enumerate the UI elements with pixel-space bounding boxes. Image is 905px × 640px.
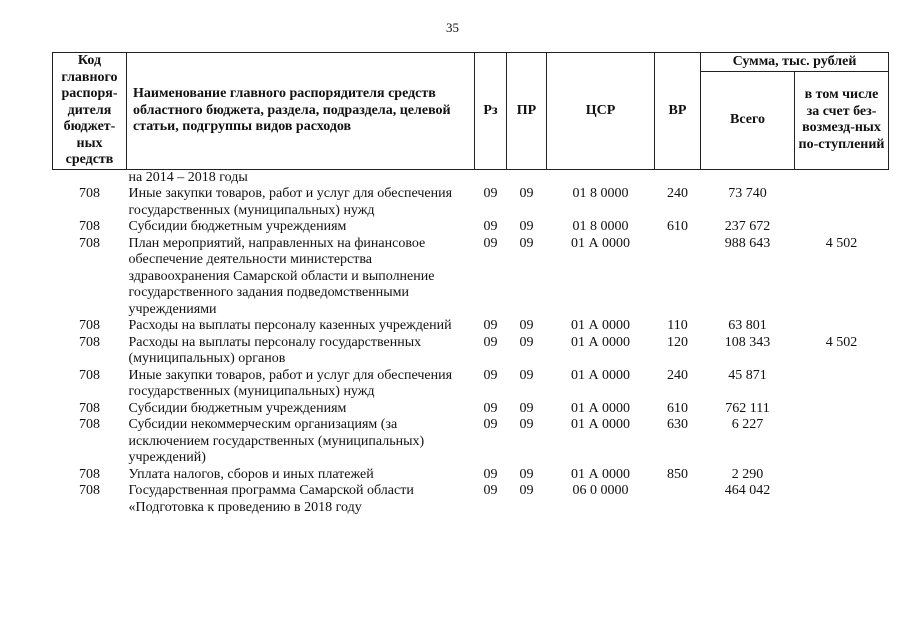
cell-gratis: 4 502 <box>825 334 858 350</box>
cell-pr: 09 <box>519 219 534 234</box>
cell-csr: 01 А 0000 <box>570 318 631 333</box>
cell-code: 708 <box>79 186 100 201</box>
cell-pr: 09 <box>519 186 534 201</box>
cell-pr: 09 <box>519 318 534 333</box>
cell-total: 762 111 <box>725 400 770 416</box>
cell-code: 708 <box>79 334 100 350</box>
cell-code: 708 <box>79 235 100 251</box>
cell-total: 237 672 <box>724 219 771 234</box>
cell-gratis <box>795 186 889 219</box>
table-row <box>53 401 889 418</box>
header-pr: ПР <box>507 53 547 170</box>
cell-pr: 09 <box>519 466 534 482</box>
cell-vr: 610 <box>667 400 688 416</box>
table-row <box>53 335 889 368</box>
cell-pr: 09 <box>519 483 534 498</box>
cell-gratis <box>795 401 889 418</box>
cell-pr: 09 <box>519 367 534 383</box>
cell-name: Иные закупки товаров, работ и услуг для обеспечения государственных (муниципальных) нужд <box>128 186 453 218</box>
cell-vr <box>655 483 701 516</box>
cell-rz: 09 <box>483 334 498 350</box>
cell-name: Уплата налогов, сборов и иных платежей <box>128 466 374 482</box>
cell-code: 708 <box>79 367 100 383</box>
table-row <box>53 417 889 467</box>
cell-gratis <box>795 219 889 236</box>
cell-rz: 09 <box>483 219 498 234</box>
cell-pr: 09 <box>519 417 534 432</box>
cell-rz: 09 <box>483 417 498 432</box>
cell-total: 988 643 <box>724 235 771 251</box>
table-body <box>53 169 889 516</box>
table-row <box>53 186 889 219</box>
header-rz: Рз <box>475 53 507 170</box>
budget-table <box>52 52 889 516</box>
header-code: Код главного распоря-дителя бюджет-ных средств <box>53 53 127 170</box>
cell-csr: 01 8 0000 <box>572 186 629 201</box>
table-row <box>53 368 889 401</box>
cell-total: 6 227 <box>731 417 764 432</box>
cell-vr: 610 <box>667 219 688 234</box>
cell-total: 108 343 <box>724 334 771 350</box>
table-row <box>53 318 889 335</box>
cell-vr: 240 <box>667 186 688 201</box>
cell-name: Субсидии некоммерческим организациям (за исключением государственных (муниципальных) учреждений) <box>128 417 425 465</box>
cell-rz: 09 <box>483 235 498 251</box>
page-number: 35 <box>446 20 459 35</box>
continuation-row <box>53 169 889 186</box>
cell-rz: 09 <box>483 318 498 333</box>
header-total: Всего <box>701 72 795 169</box>
cell-csr: 06 0 0000 <box>572 483 629 498</box>
cell-gratis <box>795 318 889 335</box>
cell-csr: 01 А 0000 <box>570 334 631 350</box>
cell-csr: 01 А 0000 <box>570 235 631 251</box>
cell-name: Иные закупки товаров, работ и услуг для обеспечения государственных (муниципальных) нужд <box>128 367 453 399</box>
cell-vr: 630 <box>667 417 688 432</box>
cell-vr: 110 <box>667 318 688 333</box>
cell-code: 708 <box>79 318 100 333</box>
cell-rz: 09 <box>483 400 498 416</box>
cell-vr: 120 <box>667 334 688 350</box>
cell-csr: 01 А 0000 <box>570 367 631 383</box>
cell-code: 708 <box>79 417 100 432</box>
cell-total: 45 871 <box>728 367 767 383</box>
cell-pr: 09 <box>519 400 534 416</box>
table-row <box>53 467 889 484</box>
continuation-text: на 2014 – 2018 годы <box>128 169 248 185</box>
header-gratis: в том числе за счет без-возмезд-ных по-ступлений <box>795 72 889 169</box>
header-name: Наименование главного распорядителя средств областного бюджета, раздела, подраздела, целевой статьи, подгруппы видов расходов <box>127 53 475 170</box>
cell-rz: 09 <box>483 367 498 383</box>
cell-total: 2 290 <box>731 466 764 482</box>
cell-gratis <box>795 467 889 484</box>
cell-code: 708 <box>79 483 100 498</box>
table-header <box>53 53 889 170</box>
cell-rz: 09 <box>483 483 498 498</box>
header-sum-group: Сумма, тыс. рублей <box>701 53 889 72</box>
cell-name: План мероприятий, направленных на финансовое обеспечение деятельности министерства здравоохранения Самарской области и выполнение государственного задания подведомственными учреждениями <box>128 235 435 317</box>
cell-name: Субсидии бюджетным учреждениям <box>128 400 347 416</box>
cell-code: 708 <box>79 466 100 482</box>
header-csr: ЦСР <box>547 53 655 170</box>
cell-csr: 01 А 0000 <box>570 400 631 416</box>
cell-vr <box>655 236 701 319</box>
cell-rz: 09 <box>483 466 498 482</box>
cell-name: Расходы на выплаты персоналу государственных (муниципальных) органов <box>128 334 422 366</box>
cell-rz: 09 <box>483 186 498 201</box>
cell-csr: 01 А 0000 <box>570 417 631 432</box>
table-row <box>53 236 889 319</box>
cell-pr: 09 <box>519 334 534 350</box>
cell-vr: 240 <box>667 367 688 383</box>
cell-total: 73 740 <box>728 186 767 201</box>
table-row <box>53 219 889 236</box>
cell-pr: 09 <box>519 235 534 251</box>
cell-code: 708 <box>79 219 100 234</box>
header-vr: ВР <box>655 53 701 170</box>
cell-gratis <box>795 417 889 467</box>
cell-gratis <box>795 368 889 401</box>
cell-total: 63 801 <box>728 318 767 333</box>
table-row <box>53 483 889 516</box>
cell-gratis <box>795 483 889 516</box>
cell-name: Государственная программа Самарской области «Подготовка к проведению в 2018 году <box>128 483 414 515</box>
cell-code: 708 <box>79 400 100 416</box>
cell-csr: 01 А 0000 <box>570 466 631 482</box>
cell-name: Расходы на выплаты персоналу казенных учреждений <box>128 318 452 333</box>
cell-name: Субсидии бюджетным учреждениям <box>128 219 347 234</box>
cell-csr: 01 8 0000 <box>572 219 629 234</box>
cell-vr: 850 <box>667 466 688 482</box>
cell-total: 464 042 <box>724 483 771 498</box>
cell-gratis: 4 502 <box>825 235 858 251</box>
